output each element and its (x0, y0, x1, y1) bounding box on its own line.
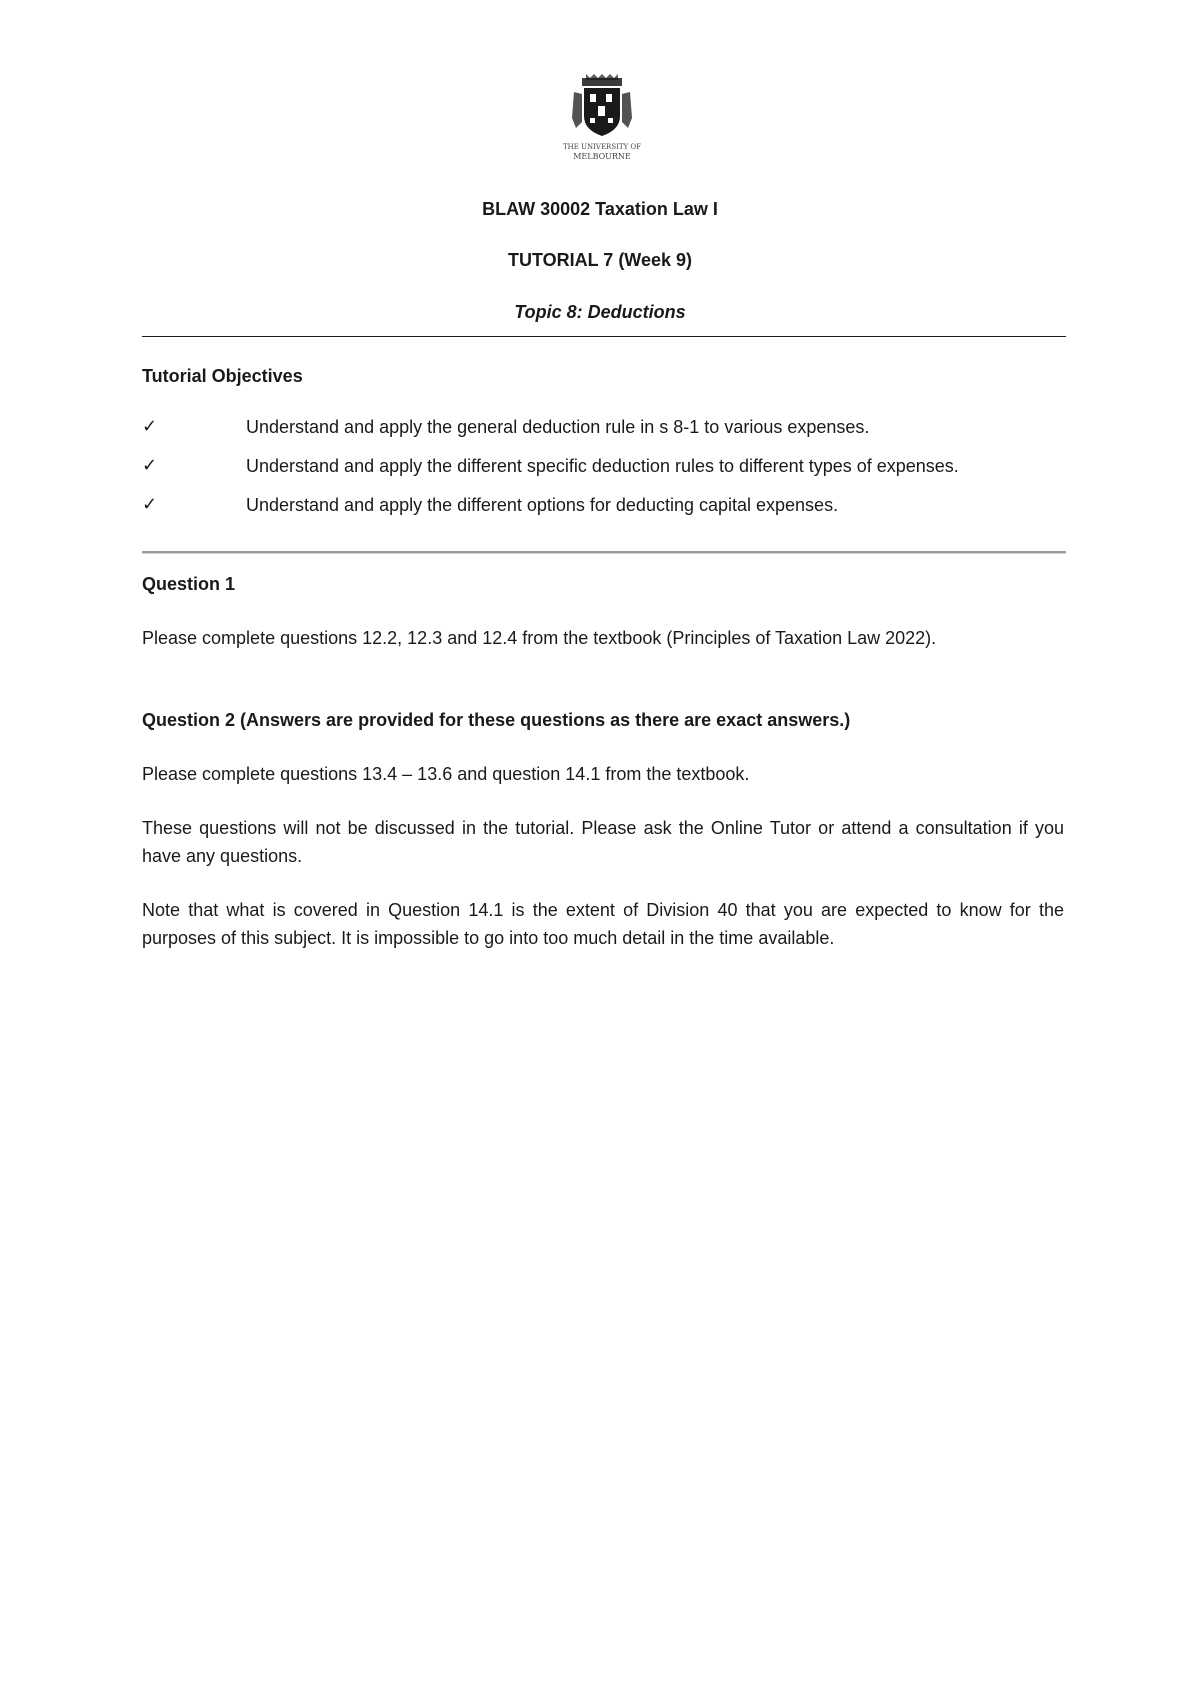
checkmark-icon: ✓ (142, 455, 158, 476)
logo-line-1: THE UNIVERSITY OF (562, 143, 642, 151)
course-title: BLAW 30002 Taxation Law I (482, 199, 718, 219)
question2-paragraph-2: These questions will not be discussed in the tutorial. Please ask the Online Tutor or attend a consultation if you have any questions. (142, 818, 1064, 866)
question1-body: Please complete questions 12.2, 12.3 and 12.4 from the textbook (Principles of Taxation Law 2022). (142, 628, 937, 648)
objective-text: Understand and apply the different options for deducting capital expenses. (246, 495, 839, 515)
question2-heading: Question 2 (Answers are provided for these questions as there are exact answers.) (142, 710, 851, 730)
checkmark-icon: ✓ (142, 416, 158, 437)
objective-item (142, 491, 1072, 519)
objectives-heading: Tutorial Objectives (142, 366, 303, 386)
checkmark-icon: ✓ (142, 494, 158, 515)
objective-text: Understand and apply the different specific deduction rules to different types of expenses. (246, 456, 959, 476)
section-divider (142, 551, 1066, 554)
objective-item (142, 413, 1072, 441)
topic-title: Topic 8: Deductions (514, 302, 686, 322)
logo-line-2: MELBOURNE (573, 152, 631, 161)
tutorial-title: TUTORIAL 7 (Week 9) (507, 250, 693, 270)
university-crest-icon (560, 72, 644, 162)
objective-text: Understand and apply the general deduction rule in s 8-1 to various expenses. (246, 417, 870, 437)
objective-item (142, 452, 1072, 480)
question1-heading: Question 1 (142, 574, 236, 594)
question2-paragraph-3: Note that what is covered in Question 14.1 is the extent of Division 40 that you are expected to know for the purposes of this subject. It is impossible to go into too much detail in the time available. (142, 900, 1064, 948)
header-divider (142, 336, 1066, 337)
question2-paragraph-1: Please complete questions 13.4 – 13.6 and question 14.1 from the textbook. (142, 764, 750, 784)
